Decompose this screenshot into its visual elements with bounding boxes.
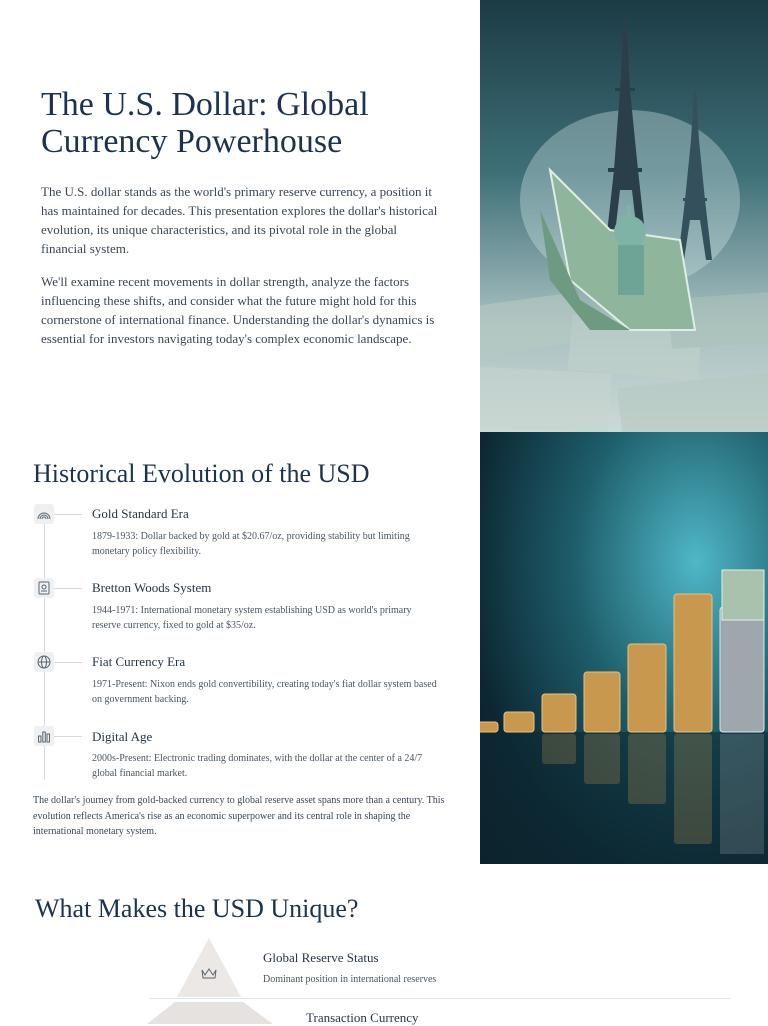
timeline-title-gold-standard: Gold Standard Era [92,506,189,521]
timeline-title-digital-age: Digital Age [92,729,153,744]
history-summary: The dollar's journey from gold-backed currency to global reserve asset spans more than a century. This evolution reflects America's rise as an economic superpower and its central role in shaping the international monetary system. [33,795,445,837]
rainbow-icon [34,504,54,524]
document-icon [34,578,54,598]
page-title: The U.S. Dollar: Global Currency Powerhouse [41,86,369,160]
timeline-title-bretton-woods: Bretton Woods System [92,580,212,595]
timeline-node-1 [34,504,82,524]
dollar-landmarks-image [480,0,768,432]
coin-stacks-illustration [480,432,768,864]
pyramid-label-transaction-currency: Transaction Currency [306,1010,419,1025]
pyramid-level-2 [147,1002,273,1024]
intro-paragraph-1: The U.S. dollar stands as the world's primary reserve currency, a position it has maintained for decades. This presentation explores the dollar's historical evolution, its unique characteristics, and its pivotal role in the global financial system. [41,184,438,256]
timeline-desc-digital-age: 2000s-Present: Electronic trading dominates, with the dollar at the center of a 24/7 global financial market. [92,753,423,779]
landmarks-illustration [480,0,768,432]
timeline-node-2 [34,578,82,598]
timeline-desc-fiat-currency: 1971-Present: Nixon ends gold convertibility, creating today's fiat dollar system based on government backing. [92,679,437,705]
pyramid-divider [150,998,730,999]
timeline-node-4 [34,726,82,746]
history-heading: Historical Evolution of the USD [33,459,370,488]
unique-heading: What Makes the USD Unique? [35,894,359,923]
pyramid-sub-global-reserve: Dominant position in international reserves [263,974,437,985]
crown-icon [200,966,218,985]
timeline-title-fiat-currency: Fiat Currency Era [92,654,186,669]
timeline-desc-bretton-woods: 1944-1971: International monetary system establishing USD as world's primary reserve currency, fixed to gold at $35/oz. [92,605,412,631]
globe-icon [34,652,54,672]
coin-stacks-image [480,432,768,864]
intro-paragraph-2: We'll examine recent movements in dollar strength, analyze the factors influencing these shifts, and consider what the future might hold for this cornerstone of international finance. Understanding the dollar's dynamics is essential for investors navigating today's complex economic landscape. [41,274,435,346]
pyramid-label-global-reserve: Global Reserve Status [263,950,379,965]
timeline-node-3 [34,652,82,672]
timeline-desc-gold-standard: 1879-1933: Dollar backed by gold at $20.67/oz, providing stability but limiting monetary policy flexibility. [92,531,410,557]
bar-chart-icon [34,726,54,746]
